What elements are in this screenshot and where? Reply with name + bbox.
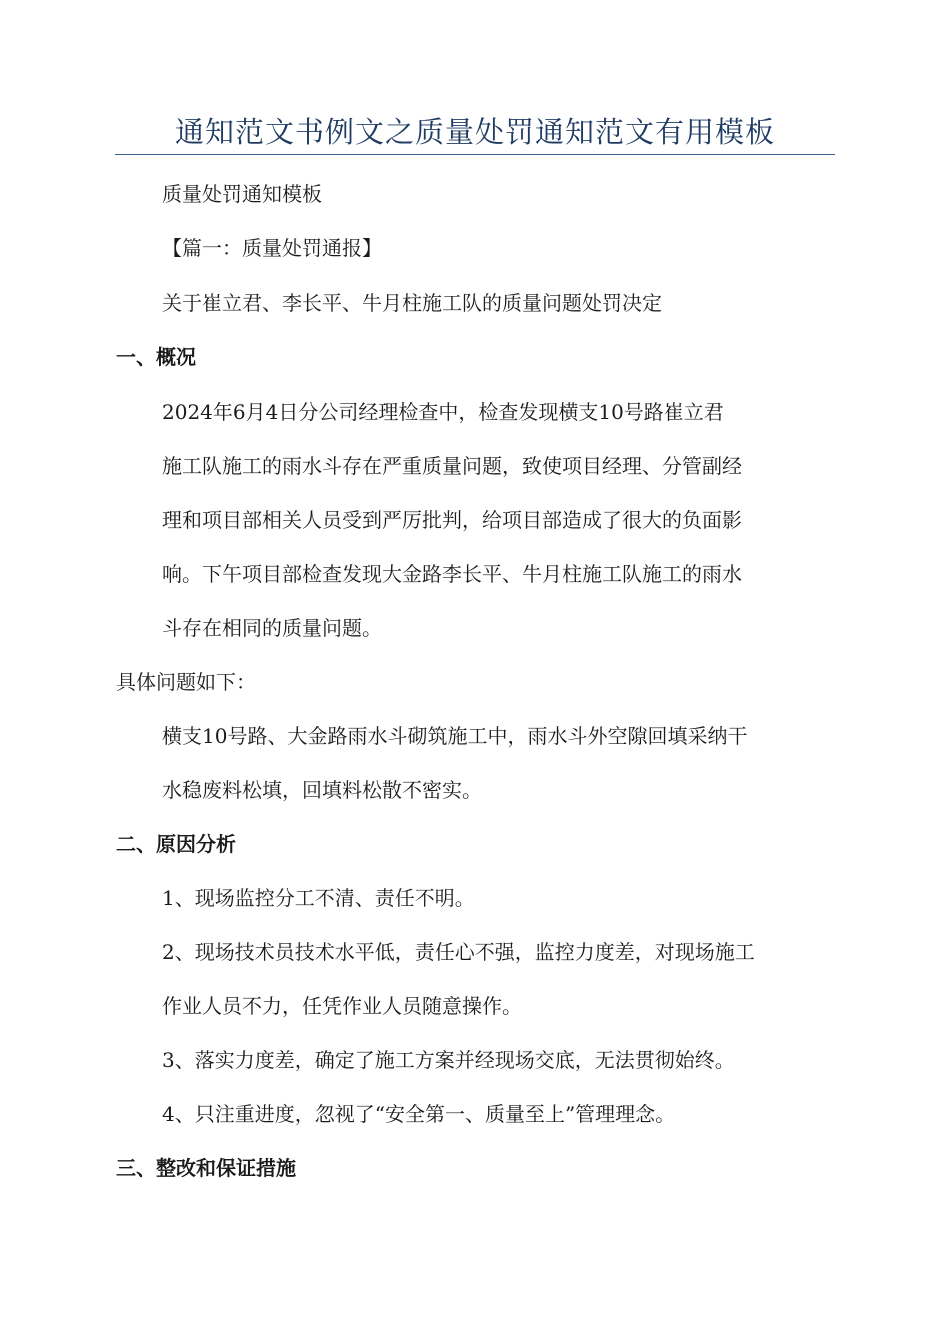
section-heading-causes: 二、原因分析 [116,832,236,856]
cause-line: 2、现场技术员技术水平低，责任心不强，监控力度差，对现场施工 [162,940,755,964]
issue-line: 横支10号路、大金路雨水斗砌筑施工中，雨水斗外空隙回填采纳干 [162,724,748,748]
paragraph-line: 响。下午项目部检查发现大金路李长平、牛月柱施工队施工的雨水 [162,562,742,586]
paragraph-line: 2024年6月4日分公司经理检查中，检查发现横支10号路崔立君 [162,400,724,424]
title-underline [115,154,835,155]
issue-line: 水稳废料松填，回填料松散不密实。 [162,778,482,802]
cause-line: 4、只注重进度，忽视了“安全第一、质量至上”管理理念。 [162,1102,676,1126]
part-label: 【篇一：质量处罚通报】 [162,236,382,260]
section-heading-overview: 一、概况 [116,345,196,369]
paragraph-line: 斗存在相同的质量问题。 [162,616,382,640]
paragraph-line: 理和项目部相关人员受到严厉批判，给项目部造成了很大的负面影 [162,508,742,532]
document-title: 通知范文书例文之质量处罚通知范文有用模板 [174,115,775,149]
section-heading-measures: 三、整改和保证措施 [116,1156,296,1180]
cause-line: 1、现场监控分工不清、责任不明。 [162,886,475,910]
decision-title: 关于崔立君、李长平、牛月柱施工队的质量问题处罚决定 [162,291,662,315]
paragraph-line: 施工队施工的雨水斗存在严重质量问题，致使项目经理、分管副经 [162,454,742,478]
cause-line: 3、落实力度差，确定了施工方案并经现场交底，无法贯彻始终。 [162,1048,735,1072]
issues-label: 具体问题如下： [116,670,256,694]
subtitle: 质量处罚通知模板 [162,182,322,206]
cause-line: 作业人员不力，任凭作业人员随意操作。 [162,994,522,1018]
